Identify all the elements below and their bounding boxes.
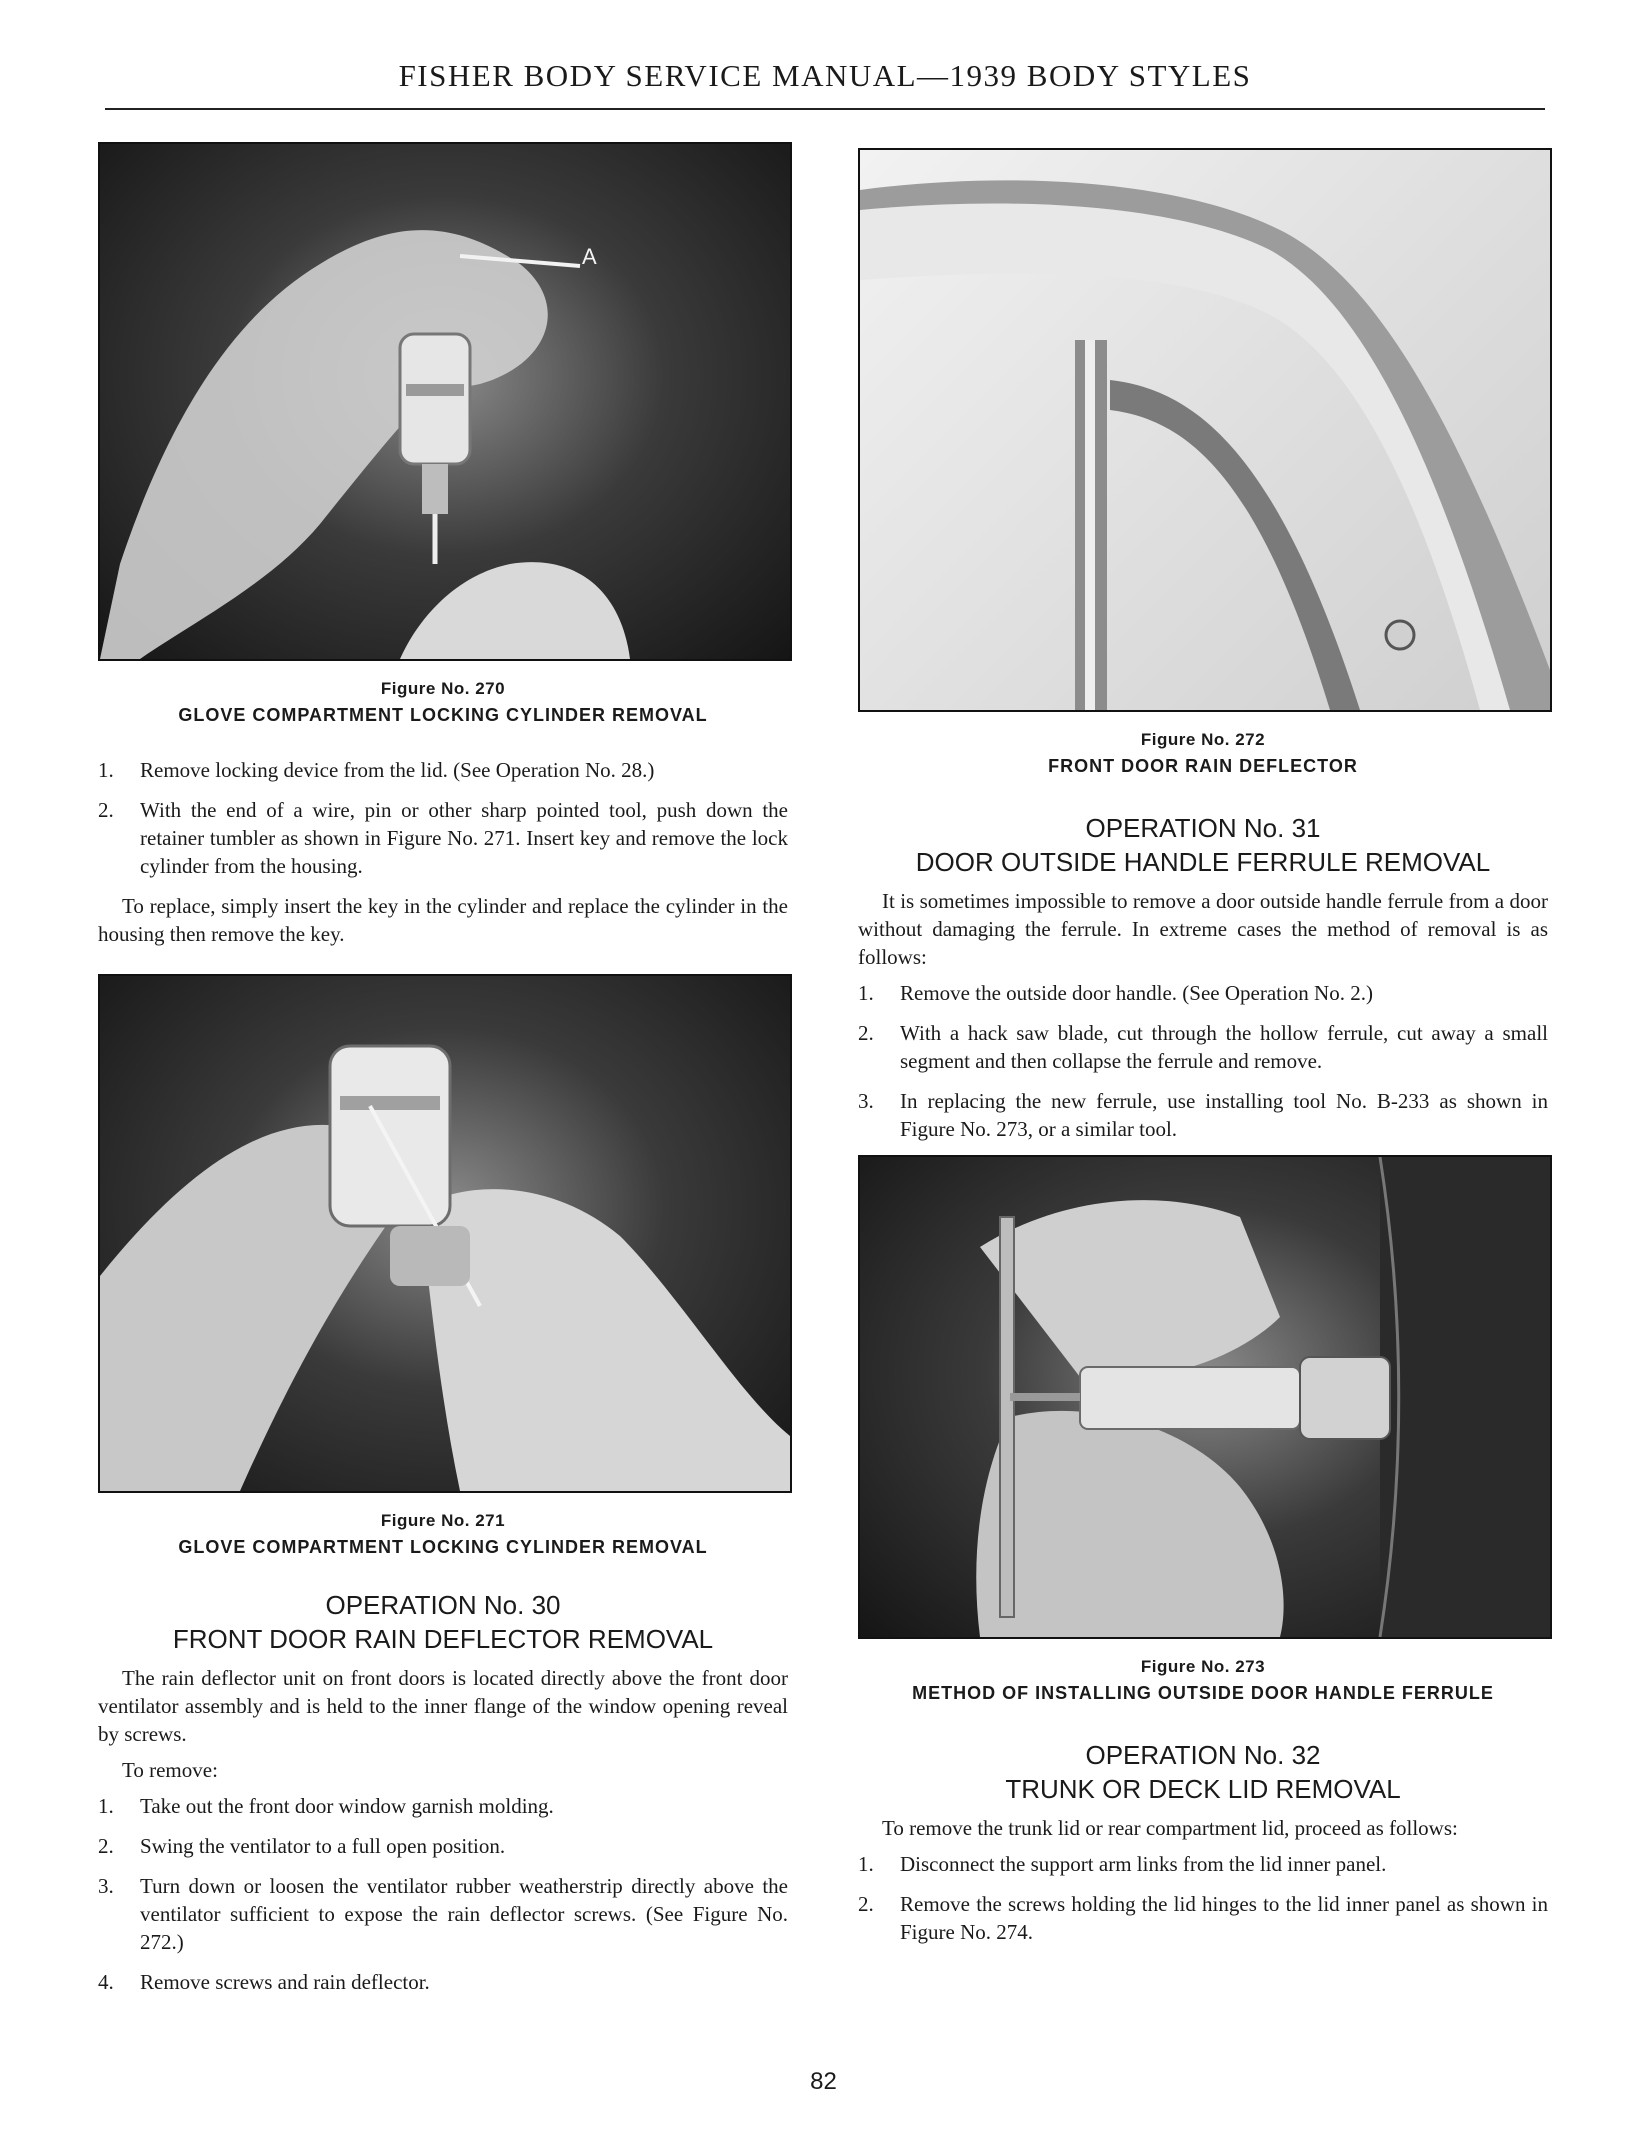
figure-270-caption: GLOVE COMPARTMENT LOCKING CYLINDER REMOVAL [178,705,708,725]
figure-273-caption: METHOD OF INSTALLING OUTSIDE DOOR HANDLE FERRULE [912,1683,1494,1703]
figure-273-photo [858,1155,1552,1639]
operation-31-heading [858,811,1548,879]
list-item: 4. Remove screws and rain deflector. [98,1970,430,1994]
operation-30-label: OPERATION No. 30 [325,1590,561,1620]
list-item: 2. Remove the screws holding the lid hinges to the lid inner panel as shown in Figure No. 274. [858,1892,1548,1944]
figure-270-photo [98,142,792,661]
figure-272-photo [858,148,1552,712]
operation-32-title: TRUNK OR DECK LID REMOVAL [1005,1774,1401,1804]
figure-271-photo [98,974,792,1493]
list-item: 2. With the end of a wire, pin or other sharp pointed tool, push down the retainer tumbler as shown in Figure No. 271. Insert key and remove the lock cylinder from the housing. [98,798,788,878]
list-item: 1. Disconnect the support arm links from the lid inner panel. [858,1852,1387,1876]
figure-271-caption: GLOVE COMPARTMENT LOCKING CYLINDER REMOVAL [178,1537,708,1557]
figure-271-number: Figure No. 271 [380,1511,506,1530]
figure-272-drawing [860,150,1550,710]
page-header: FISHER BODY SERVICE MANUAL—1939 BODY STYLES [398,58,1252,93]
intro-steps [98,756,788,880]
right-column [858,148,1548,1958]
operation-30-heading [98,1588,788,1656]
operation-32-paragraph: To remove the trunk lid or rear compartment lid, proceed as follows: [882,1816,1458,1840]
figure-272-number: Figure No. 272 [1140,730,1266,749]
figure-271-drawing [100,976,790,1491]
operation-30-steps [98,1792,788,1996]
operation-31-label: OPERATION No. 31 [1085,813,1321,843]
operation-31-paragraph: It is sometimes impossible to remove a door outside handle ferrule from a door without damaging the ferrule. In extreme cases the method of removal is as follows: [858,889,1548,969]
figure-270-callout: A [582,244,597,269]
left-column [98,142,788,2008]
list-item: 1. Take out the front door window garnish molding. [98,1794,554,1818]
figure-270-drawing [100,144,790,659]
header-rule [105,108,1545,110]
list-item: 1. Remove the outside door handle. (See Operation No. 2.) [858,981,1373,1005]
operation-32-steps [858,1850,1548,1946]
operation-32-label: OPERATION No. 32 [1085,1740,1321,1770]
replace-paragraph: To replace, simply insert the key in the cylinder and replace the cylinder in the housing then remove the key. [98,894,788,946]
operation-30-paragraph: The rain deflector unit on front doors is located directly above the front door ventilator assembly and is held to the inner flange of the window opening reveal by screws. [98,1666,788,1746]
operation-31-title: DOOR OUTSIDE HANDLE FERRULE REMOVAL [915,847,1491,877]
list-item: 1. Remove locking device from the lid. (See Operation No. 28.) [98,758,655,782]
page-number: 82 [810,2068,837,2095]
operation-30-to-remove: To remove: [122,1758,218,1782]
list-item: 2. With a hack saw blade, cut through the hollow ferrule, cut away a small segment and then collapse the ferrule and remove. [858,1021,1548,1073]
list-item: 2. Swing the ventilator to a full open position. [98,1834,506,1858]
figure-270-number: Figure No. 270 [380,679,506,698]
figure-273-number: Figure No. 273 [1140,1657,1266,1676]
figure-273-drawing [860,1157,1550,1637]
list-item: 3. In replacing the new ferrule, use installing tool No. B-233 as shown in Figure No. 273, or a similar tool. [858,1089,1548,1141]
operation-32-heading [858,1738,1548,1806]
figure-272-caption: FRONT DOOR RAIN DEFLECTOR [1048,756,1358,776]
list-item: 3. Turn down or loosen the ventilator rubber weatherstrip directly above the ventilator sufficient to expose the rain deflector screws. (See Figure No. 272.) [98,1874,788,1954]
operation-30-title: FRONT DOOR RAIN DEFLECTOR REMOVAL [172,1624,714,1654]
operation-31-steps [858,979,1548,1143]
